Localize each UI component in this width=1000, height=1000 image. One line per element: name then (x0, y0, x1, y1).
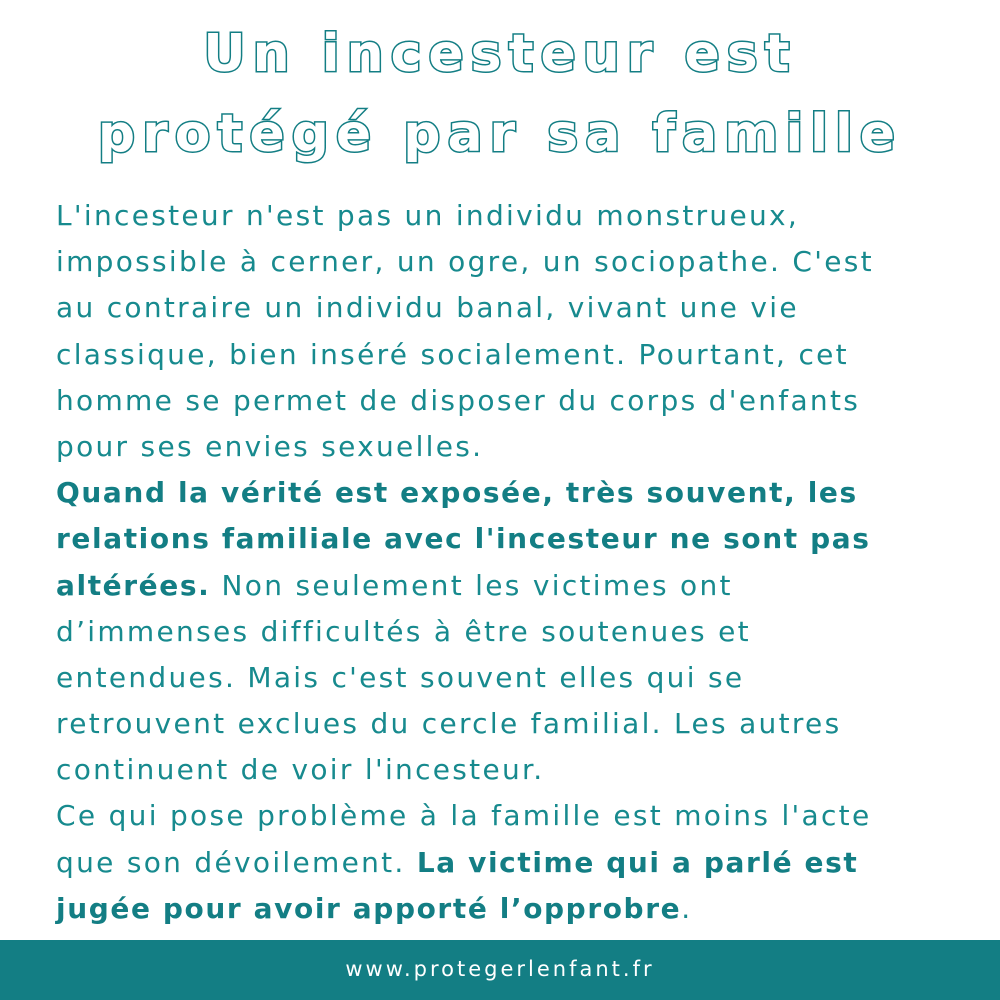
body-line (56, 747, 956, 793)
emphasis-text: relations familiale avec l'incesteur ne sont pas (56, 522, 871, 556)
emphasis-text: jugée pour avoir apporté l’opprobre (56, 891, 682, 925)
body-line (56, 701, 956, 747)
body-text-segment: pour ses envies sexuelles. (56, 429, 484, 463)
footer-website-link[interactable]: www.protegerlenfant.fr (345, 957, 655, 981)
body-line (56, 655, 956, 701)
emphasis-text: La victime qui a parlé est (416, 845, 859, 879)
body-text-segment: entendues. Mais c'est souvent elles qui se (56, 660, 745, 694)
body-line (56, 332, 956, 378)
article-body (56, 193, 956, 932)
body-text-segment: L'incesteur n'est pas un individu monstrueux, (56, 199, 800, 232)
footer-bar (0, 940, 1000, 1000)
body-line (56, 378, 956, 424)
emphasis-text: altérées. (56, 568, 211, 602)
body-text-segment: au contraire un individu banal, vivant une vie (56, 291, 799, 325)
body-text-segment: que son dévoilement. (56, 845, 417, 879)
body-text-segment: classique, bien inséré socialement. Pourtant, cet (56, 337, 849, 371)
body-line (56, 239, 956, 285)
title-line-1: Un incesteur est (203, 24, 797, 84)
body-line (56, 886, 956, 932)
body-text-segment: homme se permet de disposer du corps d'enfants (56, 383, 861, 417)
body-line (56, 193, 956, 239)
emphasis-text: Quand la vérité est exposée, très souvent, les (56, 476, 858, 510)
body-line (56, 563, 956, 609)
page-title (0, 14, 1000, 174)
body-text-segment: . (681, 891, 693, 925)
body-text-segment: d’immenses difficultés à être soutenues et (56, 614, 751, 648)
body-line (56, 609, 956, 655)
body-line (56, 793, 956, 839)
body-text-segment: continuent de voir l'incesteur. (56, 753, 545, 787)
title-line-2: protégé par sa famille (97, 104, 903, 164)
body-line (56, 516, 956, 562)
body-line (56, 285, 956, 331)
body-text-segment: Non seulement les victimes ont (210, 568, 733, 602)
body-text-segment: impossible à cerner, un ogre, un sociopathe. C'est (56, 245, 874, 279)
body-line (56, 424, 956, 470)
body-text-segment: Ce qui pose problème à la famille est moins l'acte (56, 799, 872, 833)
body-text-segment: retrouvent exclues du cercle familial. Les autres (56, 707, 842, 741)
body-line (56, 470, 956, 516)
body-line (56, 840, 956, 886)
